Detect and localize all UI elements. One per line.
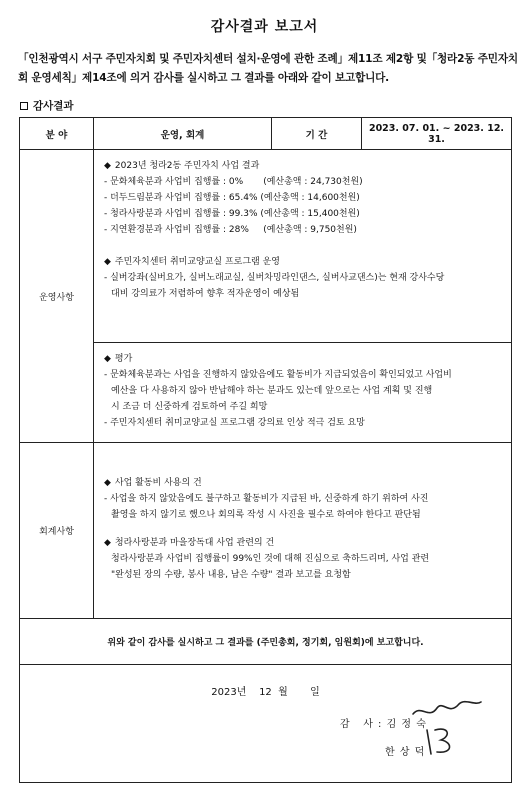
operations-block1-title: ◆ 2023년 청라2동 주민자치 사업 결과: [104, 161, 260, 171]
accounting-row: [20, 443, 512, 619]
list-item: - 더두드림분과 사업비 집행률 : 65.4% (예산총액 : 14,600천원): [104, 193, 360, 203]
period-label-cell: 기 간: [272, 118, 362, 150]
list-item: 촬영을 하지 않기로 했으나 회의록 작성 시 사진을 필수로 하여야 한다고 판단됨: [111, 510, 421, 520]
diamond-bullet-icon: ◆: [104, 353, 111, 364]
diamond-bullet-icon: ◆: [104, 538, 111, 548]
handwritten-signature: [405, 690, 485, 760]
diamond-bullet-icon: ◆: [104, 161, 111, 171]
list-item: - 문화체육분과는 사업을 진행하지 않았음에도 활동비가 지급되었음이 확인되었고 사업비: [104, 369, 452, 380]
accounting-content: [94, 443, 512, 619]
list-item: - 문화체육분과 사업비 집행률 : 0% (예산총액 : 24,730천원): [104, 177, 363, 187]
report-date: 2023년 12 월 일: [211, 687, 320, 698]
list-item: 대비 강의료가 저렴하여 향후 적자운영이 예상됨: [111, 289, 300, 299]
auditor-name-1: 감 사 : 김 정 숙: [340, 719, 427, 730]
list-item: - 사업을 하지 않았음에도 불구하고 활동비가 지급된 바, 신중하게 하기 위하여 사진: [104, 494, 429, 504]
list-item: 청라사랑분과 사업비 집행률이 99%인 것에 대해 진심으로 축하드리며, 사업 관련: [111, 554, 430, 564]
intro-paragraph: 「인천광역시 서구 주민자치회 및 주민자치센터 설치·운영에 관한 조례」제11조 제2항 및「청라2동 주민자치회 운영세칙」제14조에 의거 감사를 실시하고 그 결과를 아래와 같이 보고합니다.: [18, 53, 518, 84]
list-item: - 지연환경분과 사업비 집행률 : 28% (예산총액 : 9,750천원): [104, 225, 357, 235]
checkbox-icon: [20, 102, 28, 110]
section-heading-label: 감사결과: [33, 100, 74, 112]
diamond-bullet-icon: ◆: [104, 257, 111, 267]
evaluation-row: [20, 342, 512, 442]
section-heading: [20, 98, 74, 113]
accounting-block1-title: ◆ 사업 활동비 사용의 건: [104, 478, 202, 488]
list-item: 예산을 다 사용하지 않아 반납해야 하는 분과도 있는데 앞으로는 사업 계획 및 진행: [111, 385, 433, 396]
accounting-block2-title: ◆ 청라사랑분과 마을장독대 사업 관련의 건: [104, 538, 275, 548]
operations-label: 운영사항: [20, 150, 94, 443]
evaluation-content: [94, 342, 512, 442]
list-item: - 주민자치센터 취미교양교실 프로그램 강의료 인상 적극 검토 요망: [104, 417, 365, 428]
list-item: - 실버강좌(실버요가, 실버노래교실, 실버차밍라인댄스, 실버사교댄스)는 현재 강사수당: [104, 273, 445, 283]
operations-content: [94, 150, 512, 343]
field-value-cell: 운영, 회계: [94, 118, 272, 150]
summary-statement: 위와 같이 감사를 실시하고 그 결과를 (주민총회, 정기회, 임원회)에 보고합니다.: [20, 619, 512, 665]
list-item: 시 조금 더 신중하게 검토하여 주길 희망: [111, 401, 268, 412]
table-header-row: [20, 118, 512, 150]
list-item: "완성된 장의 수량, 봉사 내용, 남은 수량" 결과 보고를 요청함: [111, 570, 351, 580]
diamond-bullet-icon: ◆: [104, 478, 111, 488]
accounting-label: 회계사항: [20, 443, 94, 619]
summary-row: [20, 619, 512, 665]
field-label-cell: 분 야: [20, 118, 94, 150]
operations-block2-title: ◆ 주민자치센터 취미교양교실 프로그램 운영: [104, 257, 280, 267]
operations-row: [20, 150, 512, 343]
list-item: - 청라사랑분과 사업비 집행률 : 99.3% (예산총액 : 15,400천원): [104, 209, 360, 219]
document-title: 감사결과 보고서: [210, 19, 319, 35]
operations-block3-title: ◆ 평가: [104, 353, 133, 364]
audit-result-table: [19, 117, 512, 783]
period-value-cell: 2023. 07. 01. ~ 2023. 12. 31.: [362, 118, 512, 150]
auditor-name-2: 한 상 덕: [385, 747, 426, 758]
